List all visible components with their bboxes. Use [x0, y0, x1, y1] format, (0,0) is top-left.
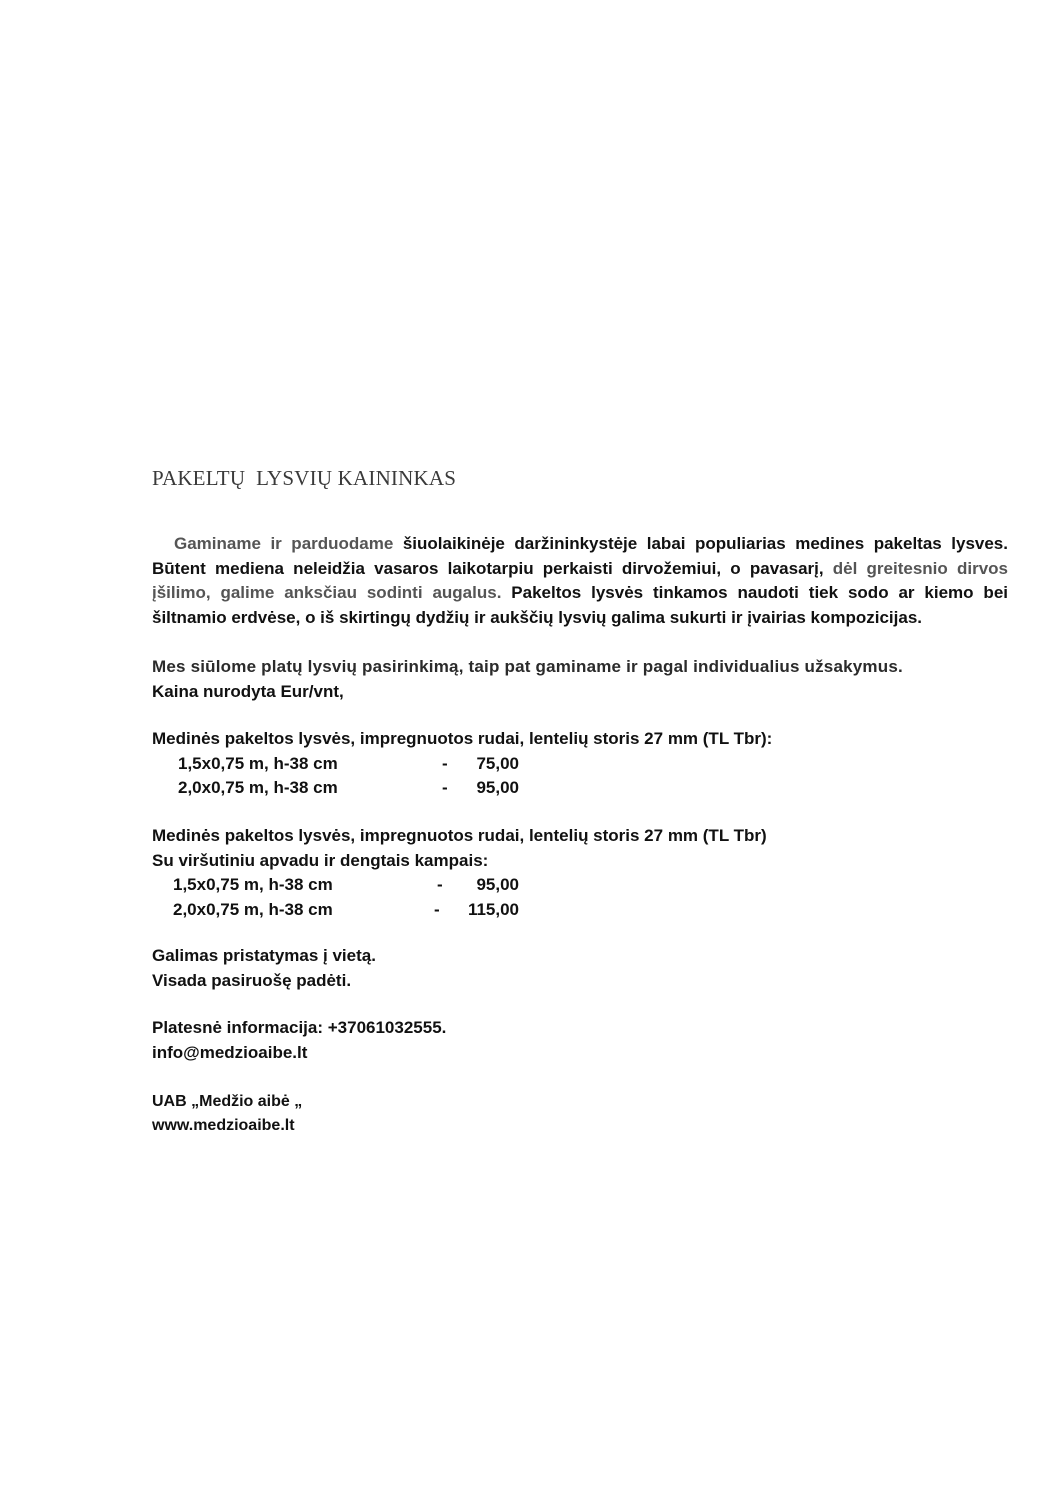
item-size: 1,5x0,75 m, h-38 cm: [173, 875, 333, 894]
intro-paragraph: [152, 532, 1008, 630]
offer-block: [152, 655, 1032, 704]
item-dash: -: [442, 778, 448, 797]
company-website[interactable]: www.medzioaibe.lt: [152, 1117, 295, 1134]
intro-part-4: Pakeltos lysvės tinkamos naudoti tiek sodo ar kiemo bei šiltnamio erdvėse, o iš skirtingų dydžių ir aukščių lysvių galima sukurti ir įvairias kompozicijas.: [152, 583, 1008, 627]
section-1: [152, 727, 1032, 801]
item-dash: -: [437, 875, 443, 894]
item-size: 2,0x0,75 m, h-38 cm: [173, 899, 333, 919]
price-row: [152, 776, 1032, 801]
intro-part-2: šiuolaikinėje daržininkystėje labai populiarias medines pakeltas lysves. Būtent mediena neleidžia vasaros laikotarpiu perkaisti dirvožemiui, o pavasarį,: [152, 534, 1008, 578]
contact-email[interactable]: info@medzioaibe.lt: [152, 1042, 308, 1062]
page-title: PAKELTŲ LYSVIŲ KAININKAS: [152, 466, 457, 490]
company-block: [152, 1090, 752, 1138]
contact-phone: Platesnė informacija: +37061032555.: [152, 1018, 447, 1037]
delivery-block: [152, 944, 752, 993]
item-price: 115,00: [467, 899, 519, 919]
intro-part-3: dėl greitesnio dirvos įšilimo, galime anksčiau sodinti augalus.: [152, 558, 1009, 602]
item-size: 1,5x0,75 m, h-38 cm: [178, 753, 338, 773]
price-row: [152, 898, 1032, 923]
company-name: UAB „Medžio aibė „: [152, 1093, 303, 1110]
item-dash: -: [442, 753, 448, 773]
section-2-subheading: Su viršutiniu apvadu ir dengtais kampais:: [152, 850, 489, 870]
section-1-heading: Medinės pakeltos lysvės, impregnuotos rudai, lentelių storis 27 mm (TL Tbr):: [152, 729, 773, 748]
item-price: 95,00: [476, 875, 519, 894]
section-2: [152, 824, 1032, 922]
delivery-line-1: Galimas pristatymas į vietą.: [152, 946, 376, 965]
price-row: [152, 873, 1032, 898]
contact-block: [152, 1016, 752, 1065]
price-row: [152, 752, 1032, 777]
item-price: 75,00: [476, 753, 519, 773]
price-note: Kaina nurodyta Eur/vnt,: [152, 681, 344, 701]
intro-part-1: Gaminame ir parduodame: [174, 534, 403, 553]
item-dash: -: [434, 899, 440, 919]
offer-text: Mes siūlome platų lysvių pasirinkimą, taip pat gaminame ir pagal individualius užsakymus.: [152, 657, 903, 676]
item-size: 2,0x0,75 m, h-38 cm: [178, 778, 338, 797]
section-2-heading: Medinės pakeltos lysvės, impregnuotos rudai, lentelių storis 27 mm (TL Tbr): [152, 826, 767, 845]
item-price: 95,00: [476, 778, 519, 797]
delivery-line-2: Visada pasiruošę padėti.: [152, 970, 352, 990]
